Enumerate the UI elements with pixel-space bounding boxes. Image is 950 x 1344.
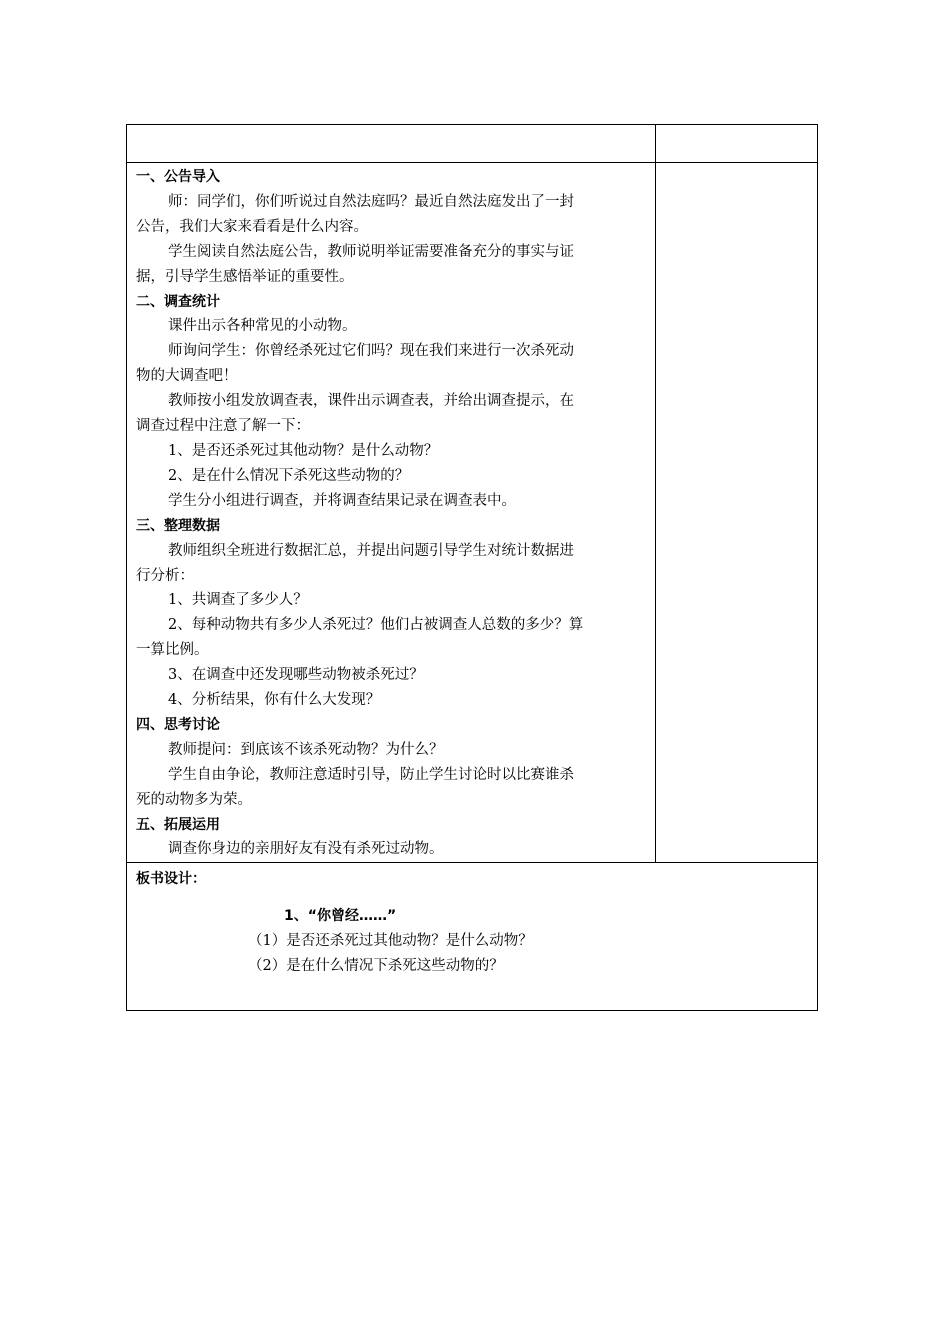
paragraph-line: 死的动物多为荣。 [136, 791, 252, 808]
list-item: 2、每种动物共有多少人杀死过？他们占被调查人总数的多少？算 [168, 617, 584, 634]
section-heading: 一、公告导入 [136, 169, 220, 185]
paragraph-line: 调查你身边的亲朋好友有没有杀死过动物。 [168, 841, 444, 858]
paragraph-line: 公告，我们大家来看看是什么内容。 [136, 218, 368, 235]
list-item: 2、是在什么情况下杀死这些动物的？ [168, 467, 410, 484]
section-heading: 五、拓展运用 [136, 816, 220, 833]
board-sub-point: （1）是否还杀死过其他动物？是什么动物？ [248, 933, 533, 950]
section-heading: 二、调查统计 [136, 293, 220, 310]
paragraph-line: 师：同学们，你们听说过自然法庭吗？最近自然法庭发出了一封 [168, 193, 574, 210]
paragraph-line: 教师按小组发放调查表，课件出示调查表，并给出调查提示，在 [168, 393, 574, 410]
paragraph-line: 课件出示各种常见的小动物。 [168, 318, 357, 335]
paragraph-line: 学生阅读自然法庭公告，教师说明举证需要准备充分的事实与证 [168, 243, 574, 260]
table-header-row [127, 125, 818, 163]
paragraph-line: 据，引导学生感悟举证的重要性。 [136, 268, 354, 285]
content-cell [127, 163, 656, 863]
paragraph-line: 教师提问：到底该不该杀死动物？为什么？ [168, 741, 444, 758]
paragraph-line: 师询问学生：你曾经杀死过它们吗？现在我们来进行一次杀死动 [168, 343, 574, 360]
board-main-point: 1、“你曾经……” [284, 908, 397, 925]
paragraph-line: 物的大调查吧！ [136, 368, 238, 385]
paragraph-line: 行分析： [136, 567, 194, 584]
board-design-row [127, 863, 818, 1011]
list-item: 1、是否还杀死过其他动物？是什么动物？ [168, 442, 439, 459]
paragraph-line: 一算比例。 [136, 642, 209, 659]
paragraph-line: 教师组织全班进行数据汇总，并提出问题引导学生对统计数据进 [168, 542, 574, 559]
table-content-row [127, 163, 818, 863]
board-sub-point: （2）是在什么情况下杀死这些动物的？ [248, 958, 504, 975]
paragraph-line: 学生分小组进行调查，并将调查结果记录在调查表中。 [168, 492, 516, 509]
board-design-title: 板书设计： [136, 871, 206, 888]
paragraph-line: 调查过程中注意了解一下： [136, 418, 310, 435]
list-item: 3、在调查中还发现哪些动物被杀死过？ [168, 667, 424, 684]
paragraph-line: 学生自由争论，教师注意适时引导，防止学生讨论时以比赛谁杀 [168, 766, 574, 783]
section-heading: 四、思考讨论 [136, 716, 220, 733]
list-item: 4、分析结果，你有什么大发现？ [168, 692, 381, 709]
lesson-plan-table [126, 124, 818, 1011]
section-heading: 三、整理数据 [136, 517, 220, 534]
notes-cell [656, 163, 818, 863]
board-design-cell [127, 863, 818, 1011]
header-main-cell [127, 125, 656, 163]
list-item: 1、共调查了多少人？ [168, 592, 308, 609]
header-side-cell [656, 125, 818, 163]
